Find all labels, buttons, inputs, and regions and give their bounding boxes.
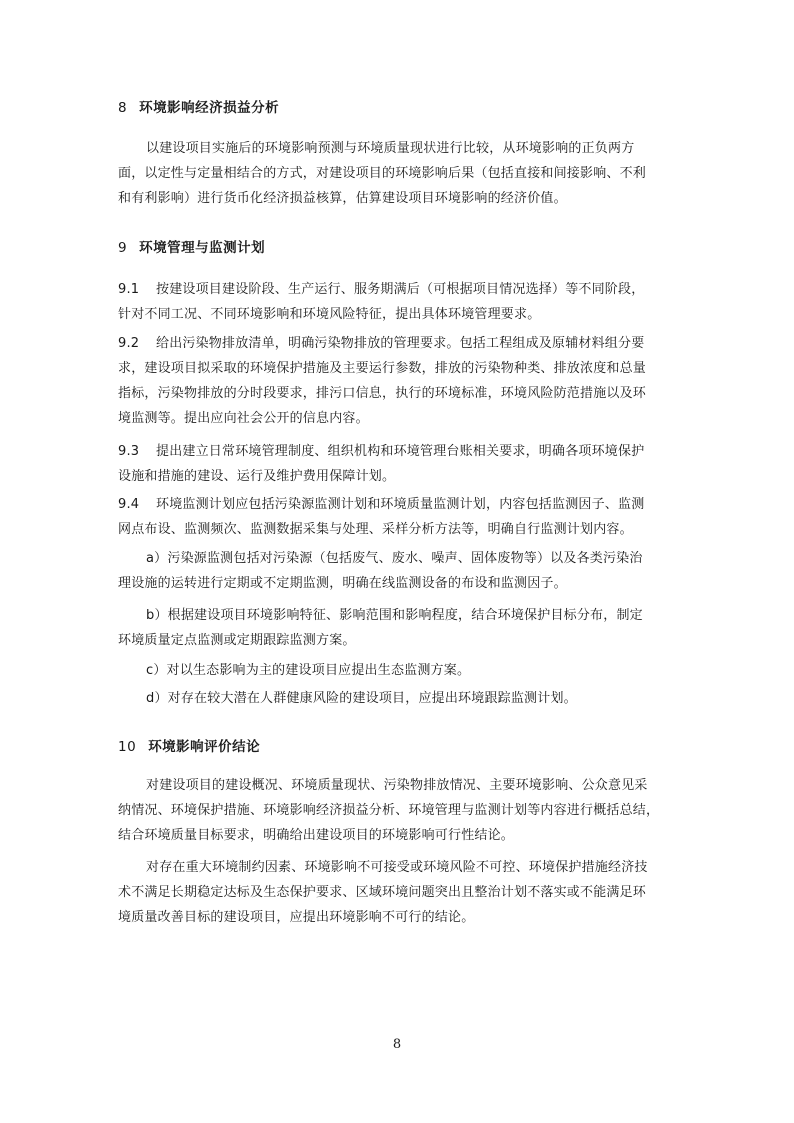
text-line: 境监测等。提出应向社会公开的信息内容。 [118,411,369,426]
list-item-d [146,686,706,711]
text-line: 境质量改善目标的建设项目，应提出环境影响不可行的结论。 [118,910,475,925]
text-line: 提出建立日常环境管理制度、组织机构和环境管理台账相关要求，明确各项环境保护 [156,444,645,459]
text-line: 面，以定性与定量相结合的方式，对建设项目的环境影响后果（包括直接和间接影响、不利 [118,166,647,181]
list-item-b [146,603,706,628]
section-title: 环境影响评价结论 [148,739,261,755]
text-line: 设施和措施的建设、运行及维护费用保障计划。 [118,469,396,484]
text-line: a）污染源监测包括对污染源（包括废气、废水、噪声、固体废物等）以及各类污染治 [146,551,643,566]
section-title: 环境影响经济损益分析 [139,100,280,116]
list-item-a [146,546,706,571]
text-line: 网点布设、监测频次、监测数据采集与处理、采样分析方法等，明确自行监测计划内容。 [118,522,633,537]
section-number: 8 [118,100,128,116]
clause-number: 9.1 [118,282,140,297]
text-line: 术不满足长期稳定达标及生态保护要求、区域环境问题突出且整治计划不落实或不能满足环 [118,885,647,900]
section-8-paragraph-cont [118,161,678,211]
page-number: 8 [392,1037,402,1052]
clause-number: 9.2 [118,336,140,351]
list-item-a-cont [118,571,678,596]
section-10-paragraph-2-cont [118,880,678,930]
section-8-heading [118,96,279,116]
text-line: 以建设项目实施后的环境影响预测与环境质量现状进行比较，从环境影响的正负两方 [146,141,635,156]
text-line: 按建设项目建设阶段、生产运行、服务期满后（可根据项目情况选择）等不同阶段， [156,282,645,297]
section-9-heading [118,236,265,256]
clause-number: 9.4 [118,497,140,512]
clause-number: 9.3 [118,444,140,459]
text-line: 纳情况、环境保护措施、环境影响经济损益分析、环境管理与监测计划等内容进行概括总结， [118,803,660,818]
text-line: 对建设项目的建设概况、环境质量现状、污染物排放情况、主要环境影响、公众意见采 [146,778,648,793]
clause-9-2 [118,331,646,431]
section-number: 10 [118,739,137,755]
section-10-paragraph-2 [146,855,706,880]
text-line: 环境质量定点监测或定期跟踪监测方案。 [118,633,356,648]
text-line: 指标，污染物排放的分时段要求，排污口信息，执行的环境标准，环境风险防范措施以及环 [118,386,647,401]
section-10-heading [118,735,260,755]
text-line: 求，建设项目拟采取的环境保护措施及主要运行参数，排放的污染物种类、排放浓度和总量 [118,361,647,376]
text-line: b）根据建设项目环境影响特征、影响范围和影响程度，结合环境保护目标分布，制定 [146,608,643,623]
text-line: c）对以生态影响为主的建设项目应提出生态监测方案。 [146,663,471,678]
clause-9-3 [118,439,644,489]
clause-9-1 [118,277,644,327]
text-line: 结合环境质量目标要求，明确给出建设项目的环境影响可行性结论。 [118,828,515,843]
section-title: 环境管理与监测计划 [139,240,266,256]
text-line: 和有利影响）进行货币化经济损益核算，估算建设项目环境影响的经济价值。 [118,191,567,206]
clause-9-4 [118,492,644,542]
text-line: 环境监测计划应包括污染源监测计划和环境质量监测计划，内容包括监测因子、监测 [156,497,645,512]
section-number: 9 [118,240,128,256]
text-line: 给出污染物排放清单，明确污染物排放的管理要求。包括工程组成及原辅材料组分要 [156,336,645,351]
list-item-b-cont [118,628,678,653]
text-line: 理设施的运转进行定期或不定期监测，明确在线监测设备的布设和监测因子。 [118,576,567,591]
text-line: d）对存在较大潜在人群健康风险的建设项目，应提出环境跟踪监测计划。 [146,691,577,706]
text-line: 对存在重大环境制约因素、环境影响不可接受或环境风险不可控、环境保护措施经济技 [146,860,648,875]
list-item-c [146,658,706,683]
section-10-paragraph-1-cont [118,798,678,848]
text-line: 针对不同工况、不同环境影响和环境风险特征，提出具体环境管理要求。 [118,307,541,322]
section-10-paragraph-1 [146,773,706,798]
section-8-paragraph [146,136,706,161]
